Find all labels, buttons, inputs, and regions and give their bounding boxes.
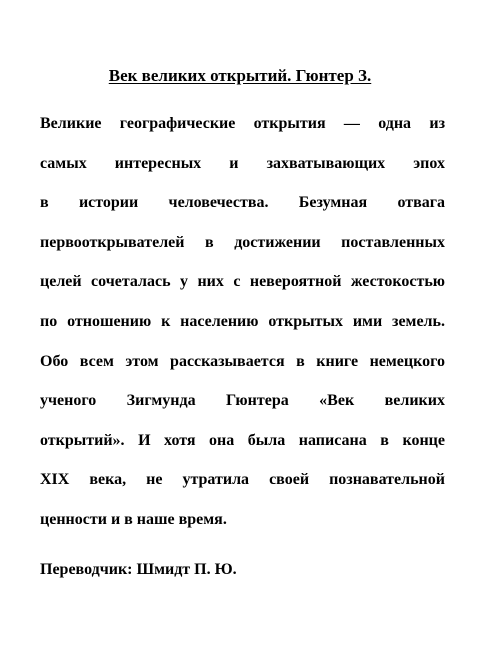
paragraph-line: ученого Зигмунда Гюнтера «Век великих [40, 392, 445, 410]
description-paragraph [40, 111, 445, 547]
paragraph-line: самых интересных и захватывающих эпох [40, 154, 445, 172]
paragraph-line: целей сочеталась у них с невероятной жестокостью [40, 273, 445, 291]
paragraph-line: ценности и в наше время. [40, 510, 227, 528]
paragraph-line: по отношению к населению открытых ими земель. [40, 312, 445, 330]
paragraph-line: в истории человечества. Безумная отвага [40, 194, 445, 212]
document-title: Век великих открытий. Гюнтер З. [108, 66, 372, 85]
paragraph-line: XIX века, не утратила своей познавательной [40, 471, 445, 489]
paragraph-line: Великие географические открытия — одна из [40, 115, 445, 132]
paragraph-line: открытий». И хотя она была написана в конце [40, 431, 445, 449]
paragraph-line: Обо всем этом рассказывается в книге немецкого [40, 352, 445, 370]
paragraph-line: первооткрывателей в достижении поставленных [40, 233, 445, 251]
translator-credit: Переводчик: Шмидт П. Ю. [40, 561, 237, 578]
